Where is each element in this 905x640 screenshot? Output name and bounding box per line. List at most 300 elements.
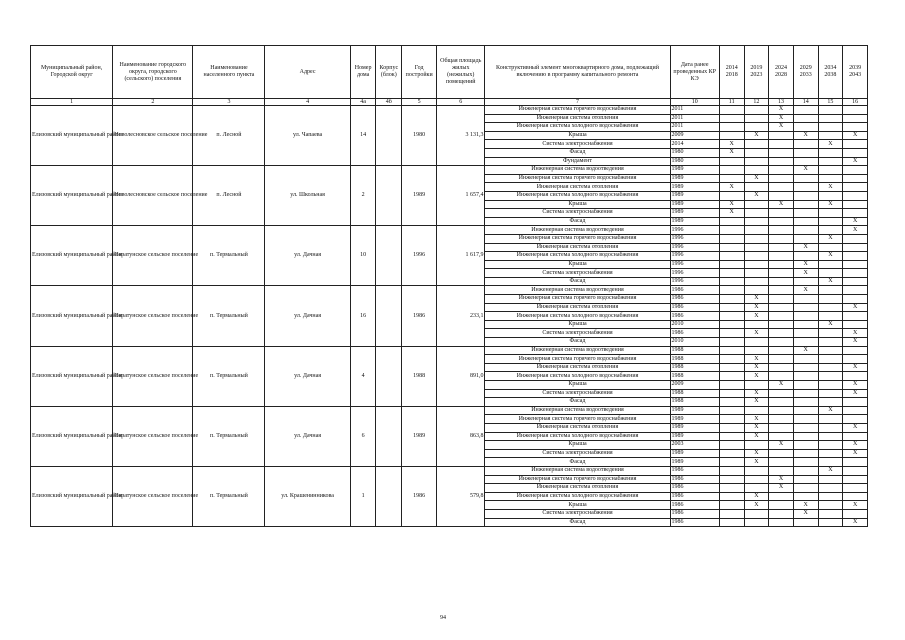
repair-period-mark <box>719 423 744 432</box>
previous-repair-date-cell: 1989 <box>670 174 719 183</box>
repair-period-mark <box>818 398 843 407</box>
repair-period-mark <box>719 466 744 475</box>
address-cell: ул. Школьная <box>265 166 350 226</box>
element-name-cell: Инженерная система холодного водоснабжения <box>485 191 670 200</box>
table-row <box>31 406 868 415</box>
repair-period-mark <box>719 269 744 278</box>
column-number: 2 <box>113 99 193 106</box>
repair-period-mark <box>719 458 744 467</box>
repair-period-mark: X <box>793 346 818 355</box>
block-cell <box>376 406 402 466</box>
repair-period-mark <box>769 509 794 518</box>
repair-period-mark <box>744 243 769 252</box>
header-period-2014: 2014 2018 <box>719 46 744 99</box>
repair-period-mark <box>769 286 794 295</box>
repair-period-mark <box>843 484 868 493</box>
build-year-cell: 1988 <box>402 346 437 406</box>
repair-period-mark: X <box>719 140 744 149</box>
area-cell: 3 131,3 <box>437 106 485 166</box>
municipality-cell: Елизовский муниципальный район <box>31 466 113 526</box>
repair-period-mark: X <box>744 363 769 372</box>
house-number-cell: 4 <box>350 346 376 406</box>
repair-period-mark: X <box>843 501 868 510</box>
repair-period-mark <box>843 406 868 415</box>
element-name-cell: Крыша <box>485 441 670 450</box>
previous-repair-date-cell: 1988 <box>670 372 719 381</box>
repair-period-mark <box>719 346 744 355</box>
repair-period-mark: X <box>744 329 769 338</box>
header-address: Адрес <box>265 46 350 99</box>
previous-repair-date-cell: 1996 <box>670 243 719 252</box>
repair-period-mark <box>769 131 794 140</box>
repair-period-mark <box>818 518 843 527</box>
settlement-cell: Паратунское сельское поселение <box>113 406 193 466</box>
previous-repair-date-cell: 1996 <box>670 269 719 278</box>
locality-cell: п. Термальный <box>193 346 265 406</box>
previous-repair-date-cell: 1988 <box>670 346 719 355</box>
repair-period-mark <box>719 243 744 252</box>
repair-period-mark <box>818 458 843 467</box>
repair-period-mark <box>744 114 769 123</box>
repair-period-mark <box>744 252 769 261</box>
repair-period-mark <box>719 484 744 493</box>
repair-period-mark <box>744 166 769 175</box>
locality-cell: п. Термальный <box>193 226 265 286</box>
municipality-cell: Елизовский муниципальный район <box>31 406 113 466</box>
element-name-cell: Инженерная система отопления <box>485 423 670 432</box>
element-name-cell: Фасад <box>485 398 670 407</box>
element-name-cell: Система электроснабжения <box>485 140 670 149</box>
repair-period-mark <box>818 209 843 218</box>
address-cell: ул. Дачная <box>265 346 350 406</box>
column-number: 13 <box>769 99 794 106</box>
repair-period-mark <box>719 432 744 441</box>
repair-period-mark <box>843 209 868 218</box>
repair-period-mark <box>843 200 868 209</box>
element-name-cell: Система электроснабжения <box>485 389 670 398</box>
repair-period-mark: X <box>793 131 818 140</box>
element-name-cell: Фасад <box>485 338 670 347</box>
repair-period-mark <box>769 372 794 381</box>
repair-period-mark <box>769 355 794 364</box>
block-cell <box>376 166 402 226</box>
repair-period-mark <box>719 252 744 261</box>
repair-period-mark <box>769 466 794 475</box>
repair-period-mark <box>744 441 769 450</box>
previous-repair-date-cell: 1986 <box>670 475 719 484</box>
repair-period-mark <box>769 174 794 183</box>
repair-period-mark <box>793 389 818 398</box>
area-cell: 233,1 <box>437 286 485 346</box>
repair-period-mark <box>818 312 843 321</box>
repair-period-mark <box>769 346 794 355</box>
repair-period-mark <box>818 166 843 175</box>
repair-period-mark: X <box>769 441 794 450</box>
address-cell: ул. Дачная <box>265 226 350 286</box>
repair-period-mark <box>719 398 744 407</box>
element-name-cell: Фасад <box>485 277 670 286</box>
repair-period-mark <box>719 475 744 484</box>
repair-period-mark <box>818 157 843 166</box>
repair-period-mark <box>818 509 843 518</box>
municipality-cell: Елизовский муниципальный район <box>31 226 113 286</box>
repair-period-mark <box>769 252 794 261</box>
column-number: 11 <box>719 99 744 106</box>
column-number: 15 <box>818 99 843 106</box>
previous-repair-date-cell: 1986 <box>670 329 719 338</box>
repair-period-mark <box>719 363 744 372</box>
repair-period-mark <box>793 140 818 149</box>
repair-period-mark <box>793 217 818 226</box>
build-year-cell: 1996 <box>402 226 437 286</box>
previous-repair-date-cell: 1986 <box>670 303 719 312</box>
repair-period-mark <box>843 260 868 269</box>
repair-period-mark <box>769 148 794 157</box>
previous-repair-date-cell: 1980 <box>670 148 719 157</box>
locality-cell: п. Термальный <box>193 286 265 346</box>
repair-period-mark <box>793 295 818 304</box>
municipality-cell: Елизовский муниципальный район <box>31 346 113 406</box>
repair-period-mark <box>843 346 868 355</box>
repair-period-mark: X <box>818 140 843 149</box>
repair-period-mark <box>719 406 744 415</box>
repair-period-mark: X <box>744 449 769 458</box>
repair-period-mark <box>818 123 843 132</box>
element-name-cell: Инженерная система горячего водоснабжения <box>485 475 670 484</box>
repair-period-mark <box>818 432 843 441</box>
repair-period-mark: X <box>744 131 769 140</box>
repair-period-mark <box>719 114 744 123</box>
address-cell: ул. Дачная <box>265 286 350 346</box>
repair-period-mark <box>744 200 769 209</box>
element-name-cell: Инженерная система водоотведения <box>485 346 670 355</box>
repair-period-mark <box>719 191 744 200</box>
previous-repair-date-cell: 1988 <box>670 363 719 372</box>
repair-period-mark <box>719 295 744 304</box>
repair-period-mark: X <box>843 441 868 450</box>
previous-repair-date-cell: 2014 <box>670 140 719 149</box>
repair-period-mark <box>793 475 818 484</box>
municipality-cell: Елизовский муниципальный район <box>31 106 113 166</box>
repair-period-mark <box>769 389 794 398</box>
repair-period-mark <box>719 329 744 338</box>
repair-period-mark <box>719 123 744 132</box>
previous-repair-date-cell: 2010 <box>670 338 719 347</box>
previous-repair-date-cell: 1989 <box>670 458 719 467</box>
repair-period-mark <box>744 406 769 415</box>
repair-period-mark: X <box>769 200 794 209</box>
repair-period-mark <box>744 157 769 166</box>
repair-period-mark <box>818 381 843 390</box>
repair-period-mark: X <box>843 226 868 235</box>
repair-period-mark <box>843 509 868 518</box>
repair-period-mark <box>843 114 868 123</box>
block-cell <box>376 286 402 346</box>
table-row <box>31 286 868 295</box>
repair-period-mark: X <box>843 217 868 226</box>
repair-period-mark: X <box>843 303 868 312</box>
repair-period-mark <box>793 209 818 218</box>
repair-period-mark <box>769 432 794 441</box>
repair-period-mark: X <box>744 423 769 432</box>
previous-repair-date-cell: 2003 <box>670 441 719 450</box>
repair-period-mark: X <box>744 191 769 200</box>
repair-period-mark <box>769 518 794 527</box>
repair-period-mark <box>719 338 744 347</box>
element-name-cell: Фасад <box>485 518 670 527</box>
repair-period-mark <box>843 183 868 192</box>
element-name-cell: Инженерная система отопления <box>485 303 670 312</box>
repair-period-mark <box>818 492 843 501</box>
repair-period-mark: X <box>744 458 769 467</box>
previous-repair-date-cell: 2011 <box>670 114 719 123</box>
repair-period-mark <box>843 269 868 278</box>
repair-period-mark <box>769 501 794 510</box>
repair-period-mark <box>769 423 794 432</box>
repair-period-mark <box>793 320 818 329</box>
element-name-cell: Система электроснабжения <box>485 449 670 458</box>
repair-period-mark <box>769 415 794 424</box>
column-number: 6 <box>437 99 485 106</box>
repair-period-mark <box>744 140 769 149</box>
repair-period-mark <box>818 484 843 493</box>
repair-period-mark <box>744 226 769 235</box>
repair-period-mark: X <box>818 466 843 475</box>
capital-repair-table <box>30 45 868 527</box>
element-name-cell: Инженерная система водоотведения <box>485 466 670 475</box>
repair-period-mark <box>769 312 794 321</box>
repair-period-mark: X <box>843 363 868 372</box>
repair-period-mark <box>744 475 769 484</box>
previous-repair-date-cell: 2011 <box>670 106 719 115</box>
table-row <box>31 346 868 355</box>
previous-repair-date-cell: 1989 <box>670 200 719 209</box>
element-name-cell: Крыша <box>485 501 670 510</box>
repair-period-mark <box>818 303 843 312</box>
repair-period-mark <box>769 260 794 269</box>
column-number: 7 <box>485 99 670 106</box>
previous-repair-date-cell: 1986 <box>670 501 719 510</box>
repair-period-mark <box>719 131 744 140</box>
previous-repair-date-cell: 1996 <box>670 252 719 261</box>
repair-period-mark <box>843 243 868 252</box>
header-element: Конструктивный элемент многоквартирного дома, подлежащий включению в программу капитального ремонта <box>485 46 670 99</box>
address-cell: ул. Чапаева <box>265 106 350 166</box>
previous-repair-date-cell: 1996 <box>670 260 719 269</box>
repair-period-mark <box>818 338 843 347</box>
repair-period-mark: X <box>843 423 868 432</box>
repair-period-mark <box>769 140 794 149</box>
repair-period-mark: X <box>769 475 794 484</box>
element-name-cell: Инженерная система холодного водоснабжения <box>485 492 670 501</box>
repair-period-mark: X <box>744 415 769 424</box>
header-block: Корпус (блок) <box>376 46 402 99</box>
repair-period-mark <box>843 106 868 115</box>
repair-period-mark: X <box>744 355 769 364</box>
header-previous-repair-date: Дата ранее проведенных КР КЭ <box>670 46 719 99</box>
previous-repair-date-cell: 1988 <box>670 398 719 407</box>
repair-period-mark: X <box>744 312 769 321</box>
element-name-cell: Инженерная система водоотведения <box>485 166 670 175</box>
element-name-cell: Инженерная система горячего водоснабжения <box>485 295 670 304</box>
repair-period-mark <box>843 466 868 475</box>
repair-period-mark: X <box>719 200 744 209</box>
repair-period-mark <box>793 423 818 432</box>
page-number: 94 <box>440 615 446 621</box>
locality-cell: п. Лесной <box>193 166 265 226</box>
repair-period-mark: X <box>843 157 868 166</box>
repair-period-mark <box>793 303 818 312</box>
repair-period-mark <box>843 191 868 200</box>
area-cell: 1 657,4 <box>437 166 485 226</box>
repair-period-mark <box>818 114 843 123</box>
element-name-cell: Инженерная система водоотведения <box>485 286 670 295</box>
element-name-cell: Инженерная система отопления <box>485 243 670 252</box>
element-name-cell: Инженерная система отопления <box>485 363 670 372</box>
repair-period-mark <box>843 174 868 183</box>
repair-period-mark <box>843 252 868 261</box>
repair-period-mark <box>793 432 818 441</box>
repair-period-mark: X <box>818 183 843 192</box>
repair-period-mark <box>744 320 769 329</box>
repair-period-mark <box>744 209 769 218</box>
repair-period-mark <box>769 492 794 501</box>
repair-period-mark <box>719 449 744 458</box>
house-number-cell: 1 <box>350 466 376 526</box>
repair-period-mark <box>719 260 744 269</box>
repair-period-mark <box>719 106 744 115</box>
element-name-cell: Система электроснабжения <box>485 269 670 278</box>
previous-repair-date-cell: 2009 <box>670 381 719 390</box>
repair-period-mark <box>769 338 794 347</box>
repair-period-mark <box>744 338 769 347</box>
previous-repair-date-cell: 1980 <box>670 157 719 166</box>
repair-period-mark <box>744 217 769 226</box>
element-name-cell: Фасад <box>485 148 670 157</box>
repair-period-mark: X <box>744 372 769 381</box>
repair-period-mark <box>843 492 868 501</box>
repair-period-mark <box>744 123 769 132</box>
repair-period-mark <box>793 114 818 123</box>
address-cell: ул. Крашенинникова <box>265 466 350 526</box>
repair-period-mark <box>769 243 794 252</box>
repair-period-mark <box>719 381 744 390</box>
column-number: 4 <box>265 99 350 106</box>
previous-repair-date-cell: 1986 <box>670 509 719 518</box>
element-name-cell: Инженерная система холодного водоснабжения <box>485 312 670 321</box>
block-cell <box>376 106 402 166</box>
repair-period-mark: X <box>843 338 868 347</box>
municipality-cell: Елизовский муниципальный район <box>31 286 113 346</box>
previous-repair-date-cell: 1986 <box>670 492 719 501</box>
previous-repair-date-cell: 1988 <box>670 389 719 398</box>
element-name-cell: Инженерная система холодного водоснабжения <box>485 432 670 441</box>
repair-period-mark <box>744 286 769 295</box>
header-period-2039: 2039 2043 <box>843 46 868 99</box>
house-number-cell: 6 <box>350 406 376 466</box>
repair-period-mark <box>793 449 818 458</box>
column-number: 3 <box>193 99 265 106</box>
repair-period-mark <box>818 449 843 458</box>
repair-period-mark <box>793 441 818 450</box>
previous-repair-date-cell: 1989 <box>670 209 719 218</box>
repair-period-mark: X <box>818 406 843 415</box>
repair-period-mark <box>744 260 769 269</box>
repair-period-mark <box>793 492 818 501</box>
element-name-cell: Фасад <box>485 458 670 467</box>
previous-repair-date-cell: 1989 <box>670 183 719 192</box>
repair-period-mark: X <box>744 398 769 407</box>
settlement-cell: Паратунское сельское поселение <box>113 346 193 406</box>
repair-period-mark <box>719 277 744 286</box>
repair-period-mark: X <box>793 269 818 278</box>
repair-period-mark <box>719 312 744 321</box>
previous-repair-date-cell: 1989 <box>670 166 719 175</box>
repair-period-mark <box>744 183 769 192</box>
repair-period-mark <box>719 320 744 329</box>
repair-period-mark <box>843 398 868 407</box>
repair-period-mark <box>769 295 794 304</box>
repair-period-mark <box>793 372 818 381</box>
table-row <box>31 106 868 115</box>
house-number-cell: 16 <box>350 286 376 346</box>
repair-period-mark <box>818 131 843 140</box>
element-name-cell: Крыша <box>485 320 670 329</box>
repair-period-mark <box>719 372 744 381</box>
repair-period-mark: X <box>719 148 744 157</box>
repair-period-mark <box>793 200 818 209</box>
repair-period-mark <box>793 106 818 115</box>
header-period-2024: 2024 2028 <box>769 46 794 99</box>
element-name-cell: Фасад <box>485 217 670 226</box>
header-house-number: Номер дома <box>350 46 376 99</box>
repair-period-mark <box>769 303 794 312</box>
repair-period-mark <box>818 260 843 269</box>
previous-repair-date-cell: 2011 <box>670 123 719 132</box>
repair-period-mark <box>744 234 769 243</box>
element-name-cell: Инженерная система холодного водоснабжения <box>485 252 670 261</box>
repair-period-mark <box>818 269 843 278</box>
repair-period-mark <box>843 234 868 243</box>
repair-period-mark <box>818 243 843 252</box>
area-cell: 579,8 <box>437 466 485 526</box>
header-period-2019: 2019 2023 <box>744 46 769 99</box>
element-name-cell: Фундамент <box>485 157 670 166</box>
column-number: 1 <box>31 99 113 106</box>
repair-period-mark <box>769 320 794 329</box>
previous-repair-date-cell: 1989 <box>670 191 719 200</box>
repair-period-mark: X <box>744 492 769 501</box>
repair-period-mark <box>744 381 769 390</box>
previous-repair-date-cell: 1986 <box>670 295 719 304</box>
build-year-cell: 1980 <box>402 106 437 166</box>
repair-period-mark <box>793 157 818 166</box>
repair-period-mark: X <box>719 209 744 218</box>
element-name-cell: Система электроснабжения <box>485 209 670 218</box>
repair-period-mark <box>793 406 818 415</box>
repair-period-mark <box>769 458 794 467</box>
element-name-cell: Инженерная система холодного водоснабжения <box>485 123 670 132</box>
repair-period-mark <box>744 269 769 278</box>
header-row <box>31 46 868 99</box>
repair-period-mark: X <box>843 329 868 338</box>
repair-period-mark <box>843 312 868 321</box>
build-year-cell: 1986 <box>402 286 437 346</box>
repair-period-mark <box>818 191 843 200</box>
previous-repair-date-cell: 1986 <box>670 466 719 475</box>
previous-repair-date-cell: 1989 <box>670 217 719 226</box>
repair-period-mark <box>719 492 744 501</box>
